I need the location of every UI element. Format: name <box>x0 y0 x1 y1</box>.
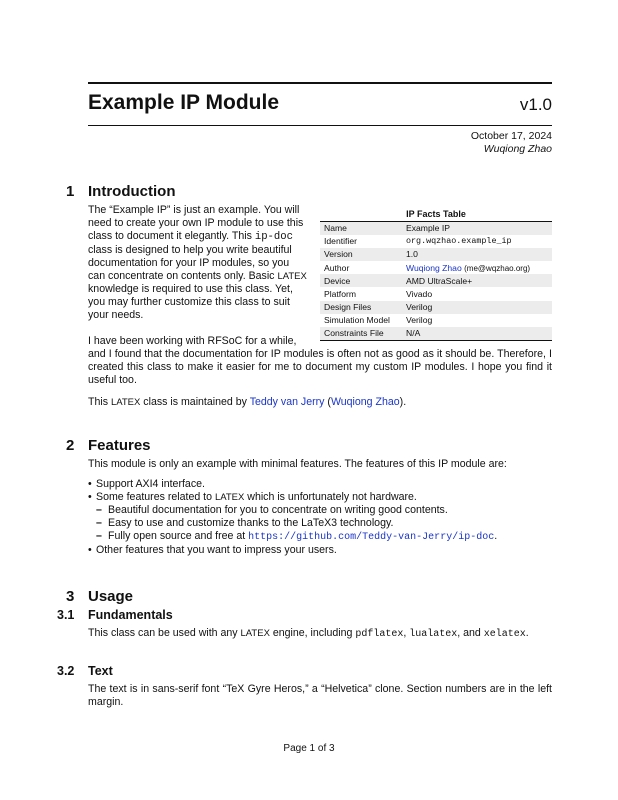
facts-key: Author <box>324 262 350 273</box>
intro-line: knowledge is required to use this class. Yet, <box>88 283 293 295</box>
section-title-usage: Usage <box>88 588 134 605</box>
top-rule <box>88 82 552 84</box>
fund-pre: This class can be used with any <box>88 627 241 639</box>
table-row <box>320 222 552 235</box>
section-title-intro: Introduction <box>88 183 176 200</box>
author-email: (me@wqzhao.org) <box>464 263 531 273</box>
facts-key: Simulation Model <box>324 315 390 326</box>
list-item: • Other features that you want to impress your users. <box>88 544 552 557</box>
subsection-title-fundamentals: Fundamentals <box>88 608 173 622</box>
facts-value: N/A <box>406 328 421 339</box>
facts-value: Verilog <box>406 315 433 326</box>
table-row <box>320 327 552 340</box>
sub3-pre: Fully open source and free at <box>108 530 249 542</box>
github-link[interactable]: https://github.com/Teddy-van-Jerry/ip-doc <box>248 532 495 543</box>
facts-key: Version <box>324 249 353 260</box>
facts-key: Platform <box>324 289 356 300</box>
intro-paragraph-2-line1: I have been working with RFSoC for a while, <box>88 335 297 347</box>
list-item: • Support AXI4 interface. <box>88 478 552 491</box>
link-wuqiong-zhao[interactable]: Wuqiong Zhao <box>330 396 400 408</box>
item2-post: which is unfortunately not hardware. <box>244 491 417 503</box>
intro-paragraph-2-rest: and I found that the documentation for IP modules is often not as good as it should be. Therefore, I created this class to make it easier for me to document my custom IP modules. I hope you find it useful too. <box>88 348 552 386</box>
link-teddy-van-jerry[interactable]: Teddy van Jerry <box>249 396 325 408</box>
table-row <box>320 274 552 287</box>
code-ip-doc: ip-doc <box>254 231 293 243</box>
title-rule <box>88 125 552 126</box>
section-title-features: Features <box>88 437 151 454</box>
document-title: Example IP Module <box>88 91 279 114</box>
maintainer-line <box>88 396 406 409</box>
intro-line: your needs. <box>88 309 144 321</box>
facts-key: Name <box>324 223 347 234</box>
engine-lualatex: lualatex <box>409 629 458 640</box>
facts-table-caption: IP Facts Table <box>406 209 466 219</box>
table-row <box>320 235 552 248</box>
sep-2: , and <box>457 627 484 639</box>
table-row <box>320 248 552 261</box>
table-row <box>320 314 552 327</box>
intro-line: The “Example IP” is just an example. You will <box>88 204 300 216</box>
intro-line-text: class to document it elegantly. This <box>88 230 255 242</box>
subsection-number-fundamentals: 3.1 <box>57 608 75 622</box>
intro-line: need to create your own IP module to use this <box>88 217 304 229</box>
subsection-title-text: Text <box>88 664 113 678</box>
latex-logo: LATEX <box>277 271 307 282</box>
maint-paren: ( <box>324 396 331 408</box>
table-row <box>320 261 552 274</box>
list-item <box>88 491 552 504</box>
fundamentals-text <box>88 627 529 641</box>
latex-logo: LATEX <box>240 628 270 639</box>
intro-paragraph-1 <box>88 204 310 322</box>
subsection-number-text: 3.2 <box>57 664 75 678</box>
author-label: Wuqiong Zhao <box>483 143 552 155</box>
intro-line: documentation for your IP modules, so you <box>88 257 290 269</box>
version-label: v1.0 <box>519 95 552 114</box>
facts-value: org.wqzhao.example_ip <box>406 236 512 247</box>
intro-line-text: can concentrate on contents only. Basic <box>88 270 278 282</box>
fund-mid: engine, including <box>269 627 356 639</box>
list-item <box>88 530 552 544</box>
ip-facts-table <box>320 207 552 341</box>
facts-value: Verilog <box>406 302 433 313</box>
page-number: Page 1 of 3 <box>283 743 335 754</box>
table-row <box>320 301 552 314</box>
facts-key: Identifier <box>324 236 357 247</box>
item2-pre: Some features related to <box>96 491 215 503</box>
intro-line: class is designed to help you write beautiful <box>88 244 292 256</box>
facts-key: Device <box>324 275 351 286</box>
maint-pre: This <box>88 396 111 408</box>
facts-value: 1.0 <box>406 249 418 260</box>
table-row <box>320 287 552 300</box>
sep-1: , <box>403 627 410 639</box>
facts-value: AMD UltraScale+ <box>406 275 473 286</box>
latex-logo: LATEX <box>110 397 141 408</box>
intro-line <box>88 270 310 283</box>
sub3-end: . <box>494 530 498 542</box>
facts-key: Design Files <box>324 302 372 313</box>
list-item: – Beautiful documentation for you to concentrate on writing good contents. <box>88 504 552 517</box>
features-list <box>88 478 552 557</box>
fund-end: . <box>525 627 529 639</box>
section-number-usage: 3 <box>66 588 75 605</box>
facts-value <box>402 261 552 274</box>
intro-line: you may further customize this class to suit <box>88 296 290 308</box>
section-number-intro: 1 <box>66 183 75 200</box>
intro-line <box>88 230 310 244</box>
maint-mid: class is maintained by <box>140 396 250 408</box>
section-number-features: 2 <box>66 437 75 454</box>
list-item: – Easy to use and customize thanks to the LaTeX3 technology. <box>88 517 552 530</box>
facts-key: Constraints File <box>324 328 384 339</box>
facts-table-grid <box>320 221 552 341</box>
maint-end: ). <box>399 396 407 408</box>
facts-value: Example IP <box>406 223 450 234</box>
author-link[interactable]: Wuqiong Zhao <box>406 262 462 273</box>
latex-logo: LATEX <box>214 492 245 503</box>
text-paragraph: The text is in sans-serif font “TeX Gyre Heros,” a “Helvetica” clone. Section numbers are in the left margin. <box>88 683 552 708</box>
facts-value: Vivado <box>406 289 433 300</box>
date-label: October 17, 2024 <box>470 130 552 142</box>
engine-xelatex: xelatex <box>483 629 526 640</box>
features-intro: This module is only an example with minimal features. The features of this IP module are: <box>88 458 507 470</box>
engine-pdflatex: pdflatex <box>355 629 404 640</box>
